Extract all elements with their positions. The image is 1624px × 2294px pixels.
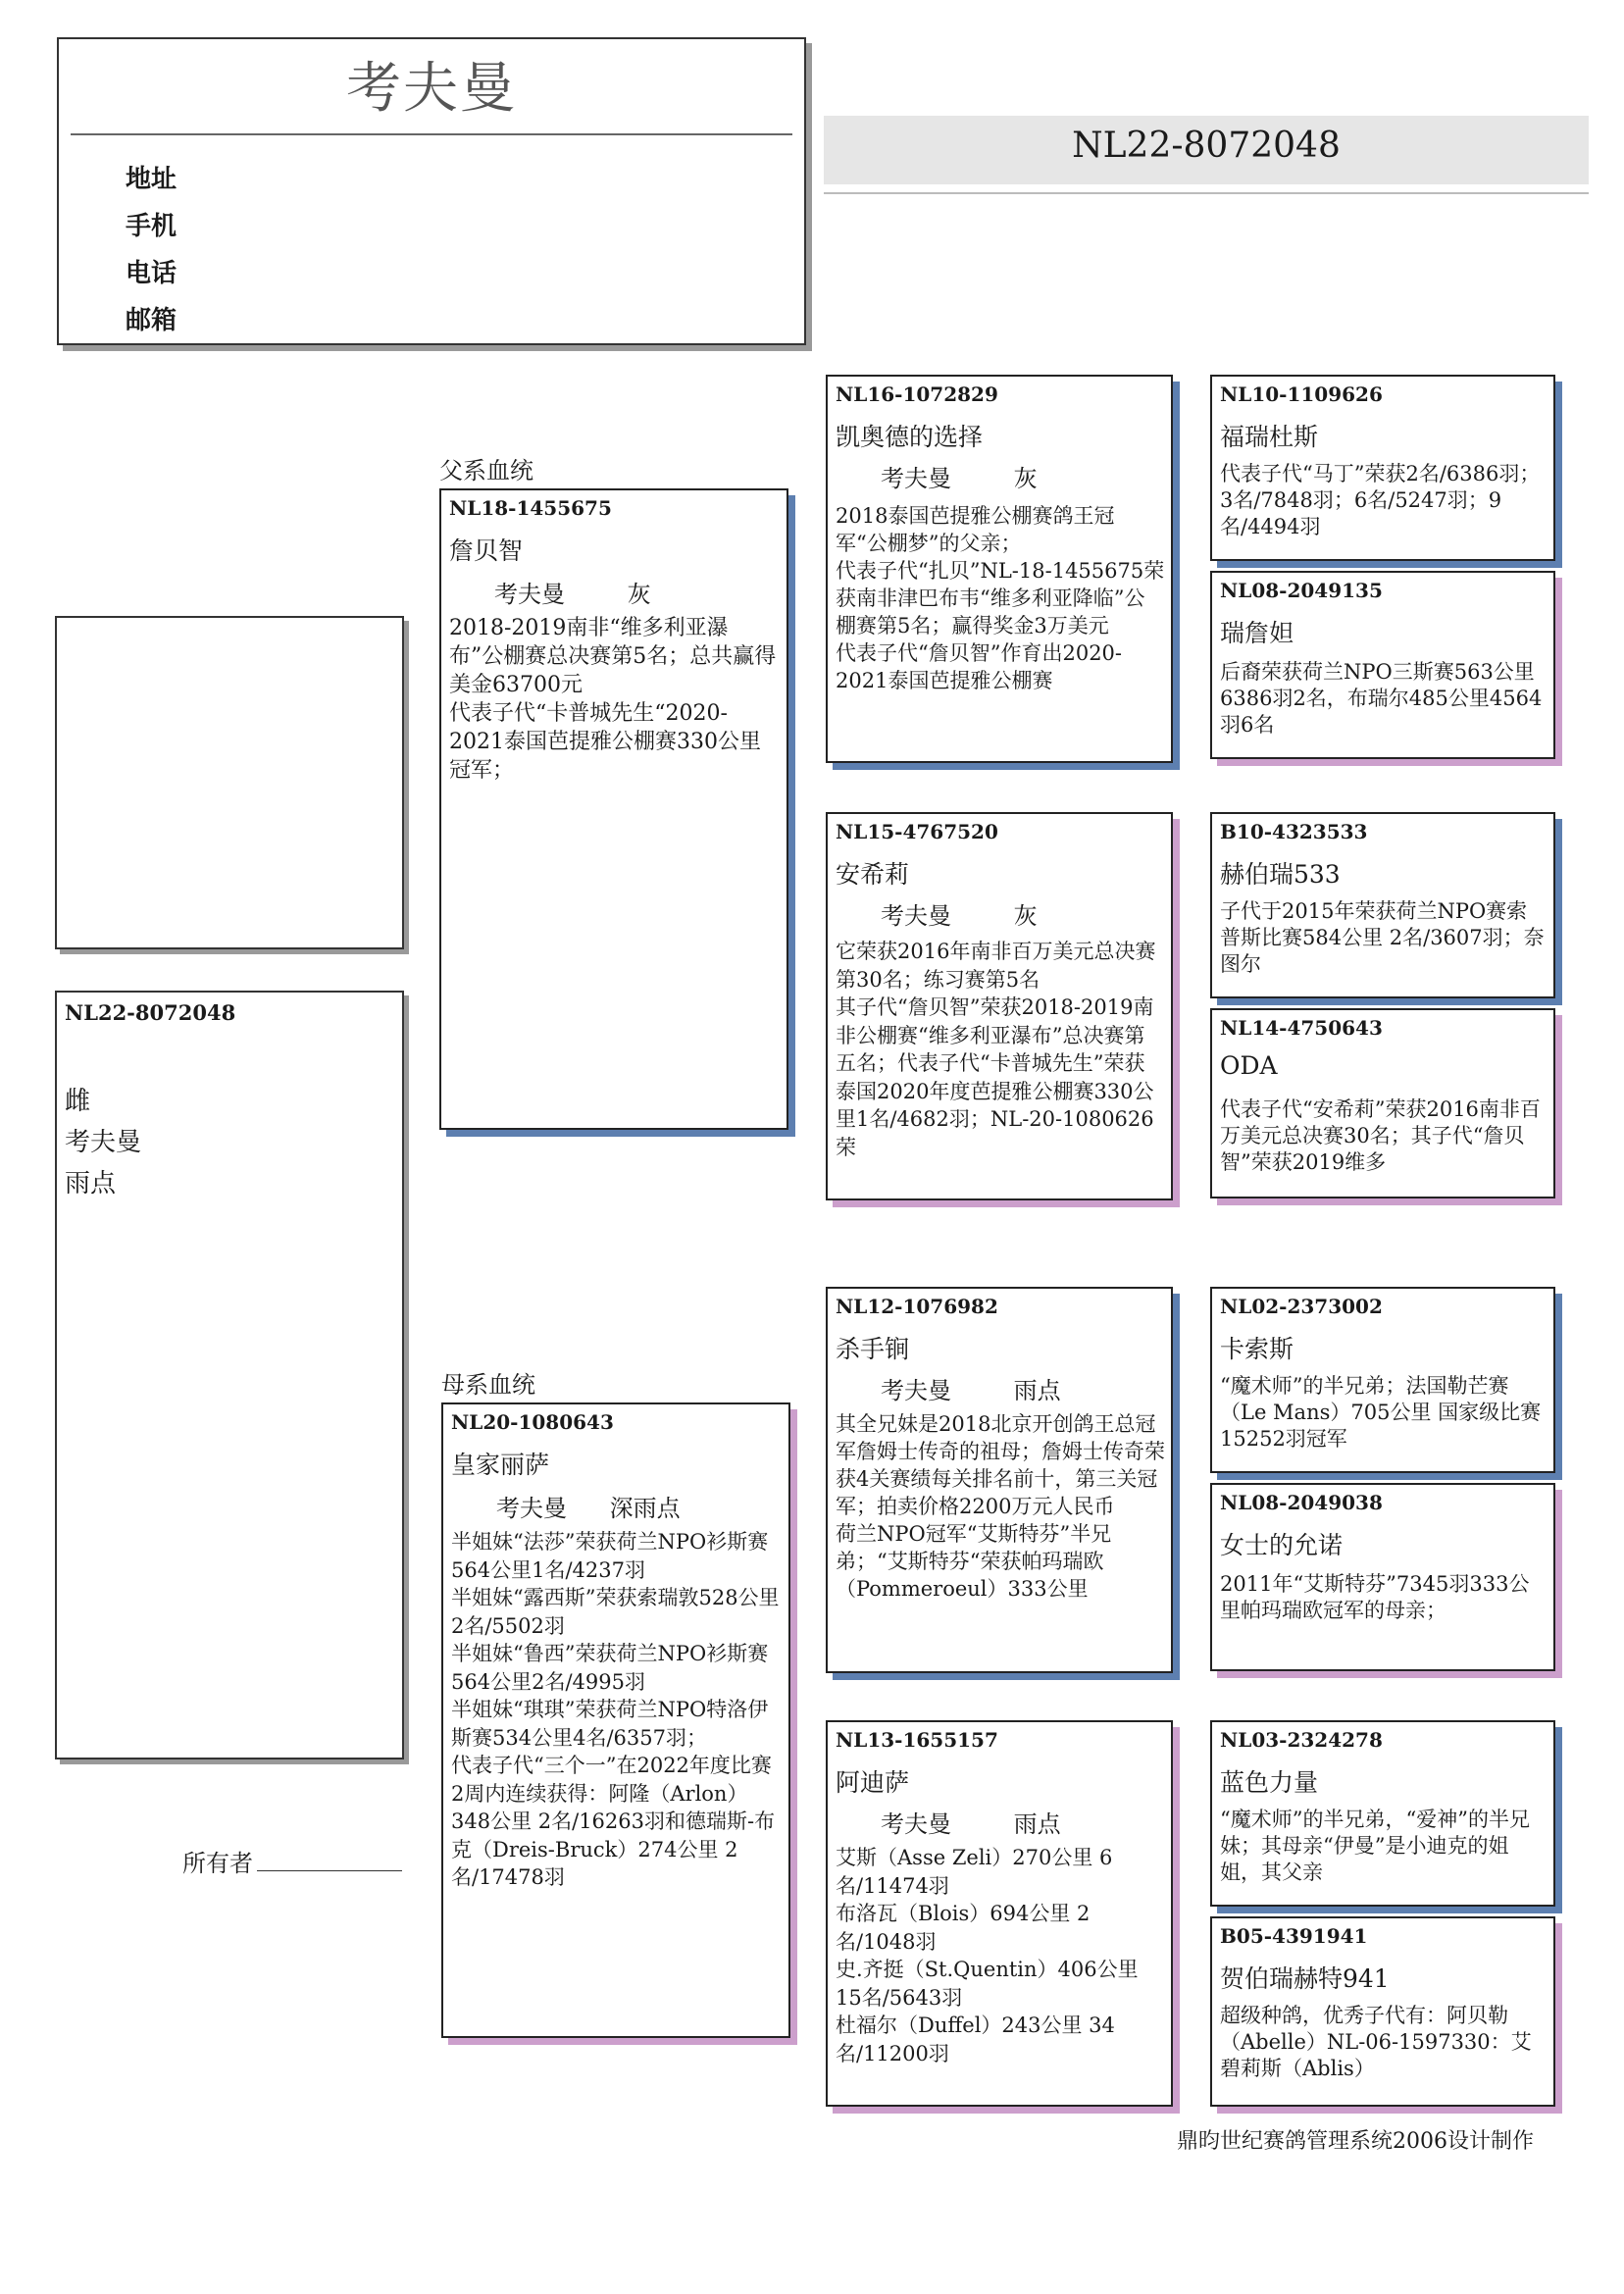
dam-ring: NL20-1080643 bbox=[451, 1410, 614, 1434]
dds-ring: NL03-2324278 bbox=[1220, 1728, 1383, 1752]
owner-header-box bbox=[57, 37, 806, 345]
sire-sire-name: 凯奥德的选择 bbox=[836, 423, 984, 451]
ddd-name: 贺伯瑞赫特941 bbox=[1220, 1964, 1390, 1993]
dam-dam-breeder: 考夫曼 bbox=[881, 1810, 951, 1838]
dam-meta bbox=[496, 1489, 681, 1523]
sire-dam-name: 安希莉 bbox=[836, 860, 910, 889]
dam-dam-meta bbox=[881, 1805, 1061, 1839]
banner-divider bbox=[824, 192, 1589, 194]
sire-sire-ring: NL16-1072829 bbox=[836, 382, 998, 406]
sss-description: 代表子代“马丁”荣获2名/6386羽；3名/7848羽；6名/5247羽；9名/4494羽 bbox=[1220, 462, 1541, 538]
sire-dam-meta bbox=[881, 896, 1038, 931]
sire-sire-card bbox=[826, 375, 1173, 763]
sire-name: 詹贝智 bbox=[449, 536, 524, 565]
dam-name: 皇家丽萨 bbox=[451, 1451, 550, 1479]
sire-breeder: 考夫曼 bbox=[494, 581, 565, 608]
dds-description: “魔术师”的半兄弟，“爱神”的半兄妹；其母亲“伊曼”是小迪克的姐姐，其父亲 bbox=[1220, 1808, 1530, 1884]
subject-breeder: 考夫曼 bbox=[65, 1128, 142, 1157]
sds-ring: B10-4323533 bbox=[1220, 820, 1368, 843]
dss-name: 卡索斯 bbox=[1220, 1335, 1294, 1363]
dsd-ring: NL08-2049038 bbox=[1220, 1491, 1383, 1514]
ssd-card bbox=[1210, 571, 1555, 759]
dsd-description: 2011年“艾斯特芬”7345羽333公里帕玛瑞欧冠军的母亲； bbox=[1220, 1572, 1530, 1622]
dds-card bbox=[1210, 1720, 1555, 1907]
ssd-name: 瑞詹妲 bbox=[1220, 619, 1294, 647]
sire-card bbox=[439, 488, 788, 1130]
ssd-ring: NL08-2049135 bbox=[1220, 579, 1383, 602]
email-label: 邮箱 bbox=[126, 306, 178, 335]
ring-number: NL22-8072048 bbox=[1072, 126, 1341, 166]
sire-sire-meta bbox=[881, 459, 1038, 493]
subject-pigeon-card bbox=[55, 991, 404, 1759]
dsd-card bbox=[1210, 1483, 1555, 1671]
dam-dam-ring: NL13-1655157 bbox=[836, 1728, 998, 1752]
dam-line-label: 母系血统 bbox=[441, 1371, 535, 1399]
dam-description: 半姐妹“法莎”荣获荷兰NPO衫斯赛564公里1名/4237羽 半姐妹“露西斯”荣获索瑞敦528公里2名/5502羽 半姐妹“鲁西”荣获荷兰NPO衫斯赛564公里2名/4995羽 半姐妹“琪琪”荣获荷兰NPO特洛伊斯赛534公里4名/6357羽； 代表子代“三个一”在2022年度比赛2周内连续获得：阿隆（Arlon）348公里 2名/16263羽和德瑞斯-布克（Dreis-Bruck）274公里 2名/17478羽 bbox=[451, 1530, 780, 1889]
sire-sire-color: 灰 bbox=[1013, 465, 1038, 492]
pigeon-photo-frame bbox=[55, 616, 404, 949]
dam-breeder: 考夫曼 bbox=[496, 1495, 567, 1522]
sdd-description: 代表子代“安希莉”荣获2016南非百万美元总决赛30名；其子代“詹贝智”荣获2019维多 bbox=[1220, 1097, 1541, 1174]
sire-ring: NL18-1455675 bbox=[449, 496, 612, 520]
sire-color: 灰 bbox=[627, 581, 651, 608]
subject-ring-number: NL22-8072048 bbox=[65, 1000, 236, 1025]
ddd-card bbox=[1210, 1916, 1555, 2107]
header-divider bbox=[71, 133, 792, 135]
dam-color: 深雨点 bbox=[609, 1495, 681, 1522]
sss-name: 福瑞杜斯 bbox=[1220, 423, 1319, 451]
owner-name-title: 考夫曼 bbox=[346, 57, 517, 121]
sire-meta bbox=[494, 575, 651, 609]
sdd-name: ODA bbox=[1220, 1051, 1278, 1080]
dam-sire-meta bbox=[881, 1371, 1061, 1405]
sds-description: 子代于2015年荣获荷兰NPO赛索普斯比赛584公里 2名/3607羽；奈图尔 bbox=[1220, 899, 1545, 976]
dam-dam-description: 艾斯（Asse Zeli）270公里 6名/11474羽 布洛瓦（Blois）694公里 2名/1048羽 史.齐挺（St.Quentin）406公里 15名/5643羽 杜福尔（Duffel）243公里 34名/11200羽 bbox=[836, 1846, 1139, 2065]
sdd-ring: NL14-4750643 bbox=[1220, 1016, 1383, 1040]
dam-card bbox=[441, 1402, 790, 2038]
dds-name: 蓝色力量 bbox=[1220, 1768, 1319, 1797]
footer-credit: 鼎昀世纪赛鸽管理系统2006设计制作 bbox=[1177, 2129, 1534, 2154]
dsd-name: 女士的允诺 bbox=[1220, 1531, 1344, 1559]
sire-dam-breeder: 考夫曼 bbox=[881, 902, 951, 930]
ddd-description: 超级种鸽，优秀子代有：阿贝勒（Abelle）NL-06-1597330：艾碧莉斯（Ablis） bbox=[1220, 2004, 1532, 2080]
sire-dam-color: 灰 bbox=[1013, 902, 1038, 930]
subject-color: 雨点 bbox=[65, 1169, 117, 1198]
dam-sire-name: 杀手锏 bbox=[836, 1335, 910, 1363]
sire-dam-description: 它荣获2016年南非百万美元总决赛第30名；练习赛第5名 其子代“詹贝智”荣获2018-2019南非公棚赛“维多利亚瀑布”总决赛第五名；代表子代“卡普城先生”荣获泰国2020年度芭提雅公棚赛330公里1名/4682羽；NL-20-1080626荣 bbox=[836, 940, 1156, 1159]
dam-sire-ring: NL12-1076982 bbox=[836, 1295, 998, 1318]
sire-sire-description: 2018泰国芭提雅公棚赛鸽王冠军“公棚梦”的父亲； 代表子代“扎贝”NL-18-1455675荣获南非津巴布韦“维多利亚降临”公棚赛第5名；赢得奖金3万美元 代表子代“詹贝智”作育出2020-2021泰国芭提雅公棚赛 bbox=[836, 504, 1165, 692]
sire-line-label: 父系血统 bbox=[439, 457, 533, 484]
dss-card bbox=[1210, 1287, 1555, 1473]
sds-card bbox=[1210, 812, 1555, 998]
sire-sire-breeder: 考夫曼 bbox=[881, 465, 951, 492]
ring-number-banner bbox=[824, 116, 1589, 184]
sds-name: 赫伯瑞533 bbox=[1220, 860, 1341, 889]
mobile-label: 手机 bbox=[126, 212, 178, 241]
dss-ring: NL02-2373002 bbox=[1220, 1295, 1383, 1318]
sdd-card bbox=[1210, 1008, 1555, 1198]
sire-dam-card bbox=[826, 812, 1173, 1200]
dam-sire-breeder: 考夫曼 bbox=[881, 1377, 951, 1404]
dam-dam-card bbox=[826, 1720, 1173, 2107]
ssd-description: 后裔荣获荷兰NPO三斯赛563公里6386羽2名，布瑞尔485公里4564羽6名 bbox=[1220, 660, 1543, 737]
dam-sire-card bbox=[826, 1287, 1173, 1673]
dam-sire-description: 其全兄妹是2018北京开创鸽王总冠军詹姆士传奇的祖母；詹姆士传奇荣获4关赛绩每关排名前十，第三关冠军；拍卖价格2200万元人民币 荷兰NPO冠军“艾斯特芬”半兄弟；“艾斯特芬“荣获帕玛瑞欧（Pommeroeul）333公里 bbox=[836, 1412, 1165, 1601]
owner-signature-line bbox=[257, 1870, 402, 1871]
dam-sire-color: 雨点 bbox=[1013, 1377, 1061, 1404]
sire-description: 2018-2019南非“维多利亚瀑布”公棚赛总决赛第5名；总共赢得美金63700元 代表子代“卡普城先生“2020-2021泰国芭提雅公棚赛330公里冠军； bbox=[449, 616, 777, 783]
address-label: 地址 bbox=[126, 165, 178, 194]
ddd-ring: B05-4391941 bbox=[1220, 1924, 1368, 1948]
dam-dam-name: 阿迪萨 bbox=[836, 1768, 910, 1797]
sire-dam-ring: NL15-4767520 bbox=[836, 820, 998, 843]
dss-description: “魔术师”的半兄弟；法国勒芒赛（Le Mans）705公里 国家级比赛15252羽冠军 bbox=[1220, 1374, 1542, 1451]
sss-ring: NL10-1109626 bbox=[1220, 382, 1383, 406]
owner-label: 所有者 bbox=[182, 1850, 253, 1877]
phone-label: 电话 bbox=[126, 259, 178, 288]
subject-sex: 雌 bbox=[65, 1087, 91, 1116]
sss-card bbox=[1210, 375, 1555, 561]
dam-dam-color: 雨点 bbox=[1013, 1810, 1061, 1838]
